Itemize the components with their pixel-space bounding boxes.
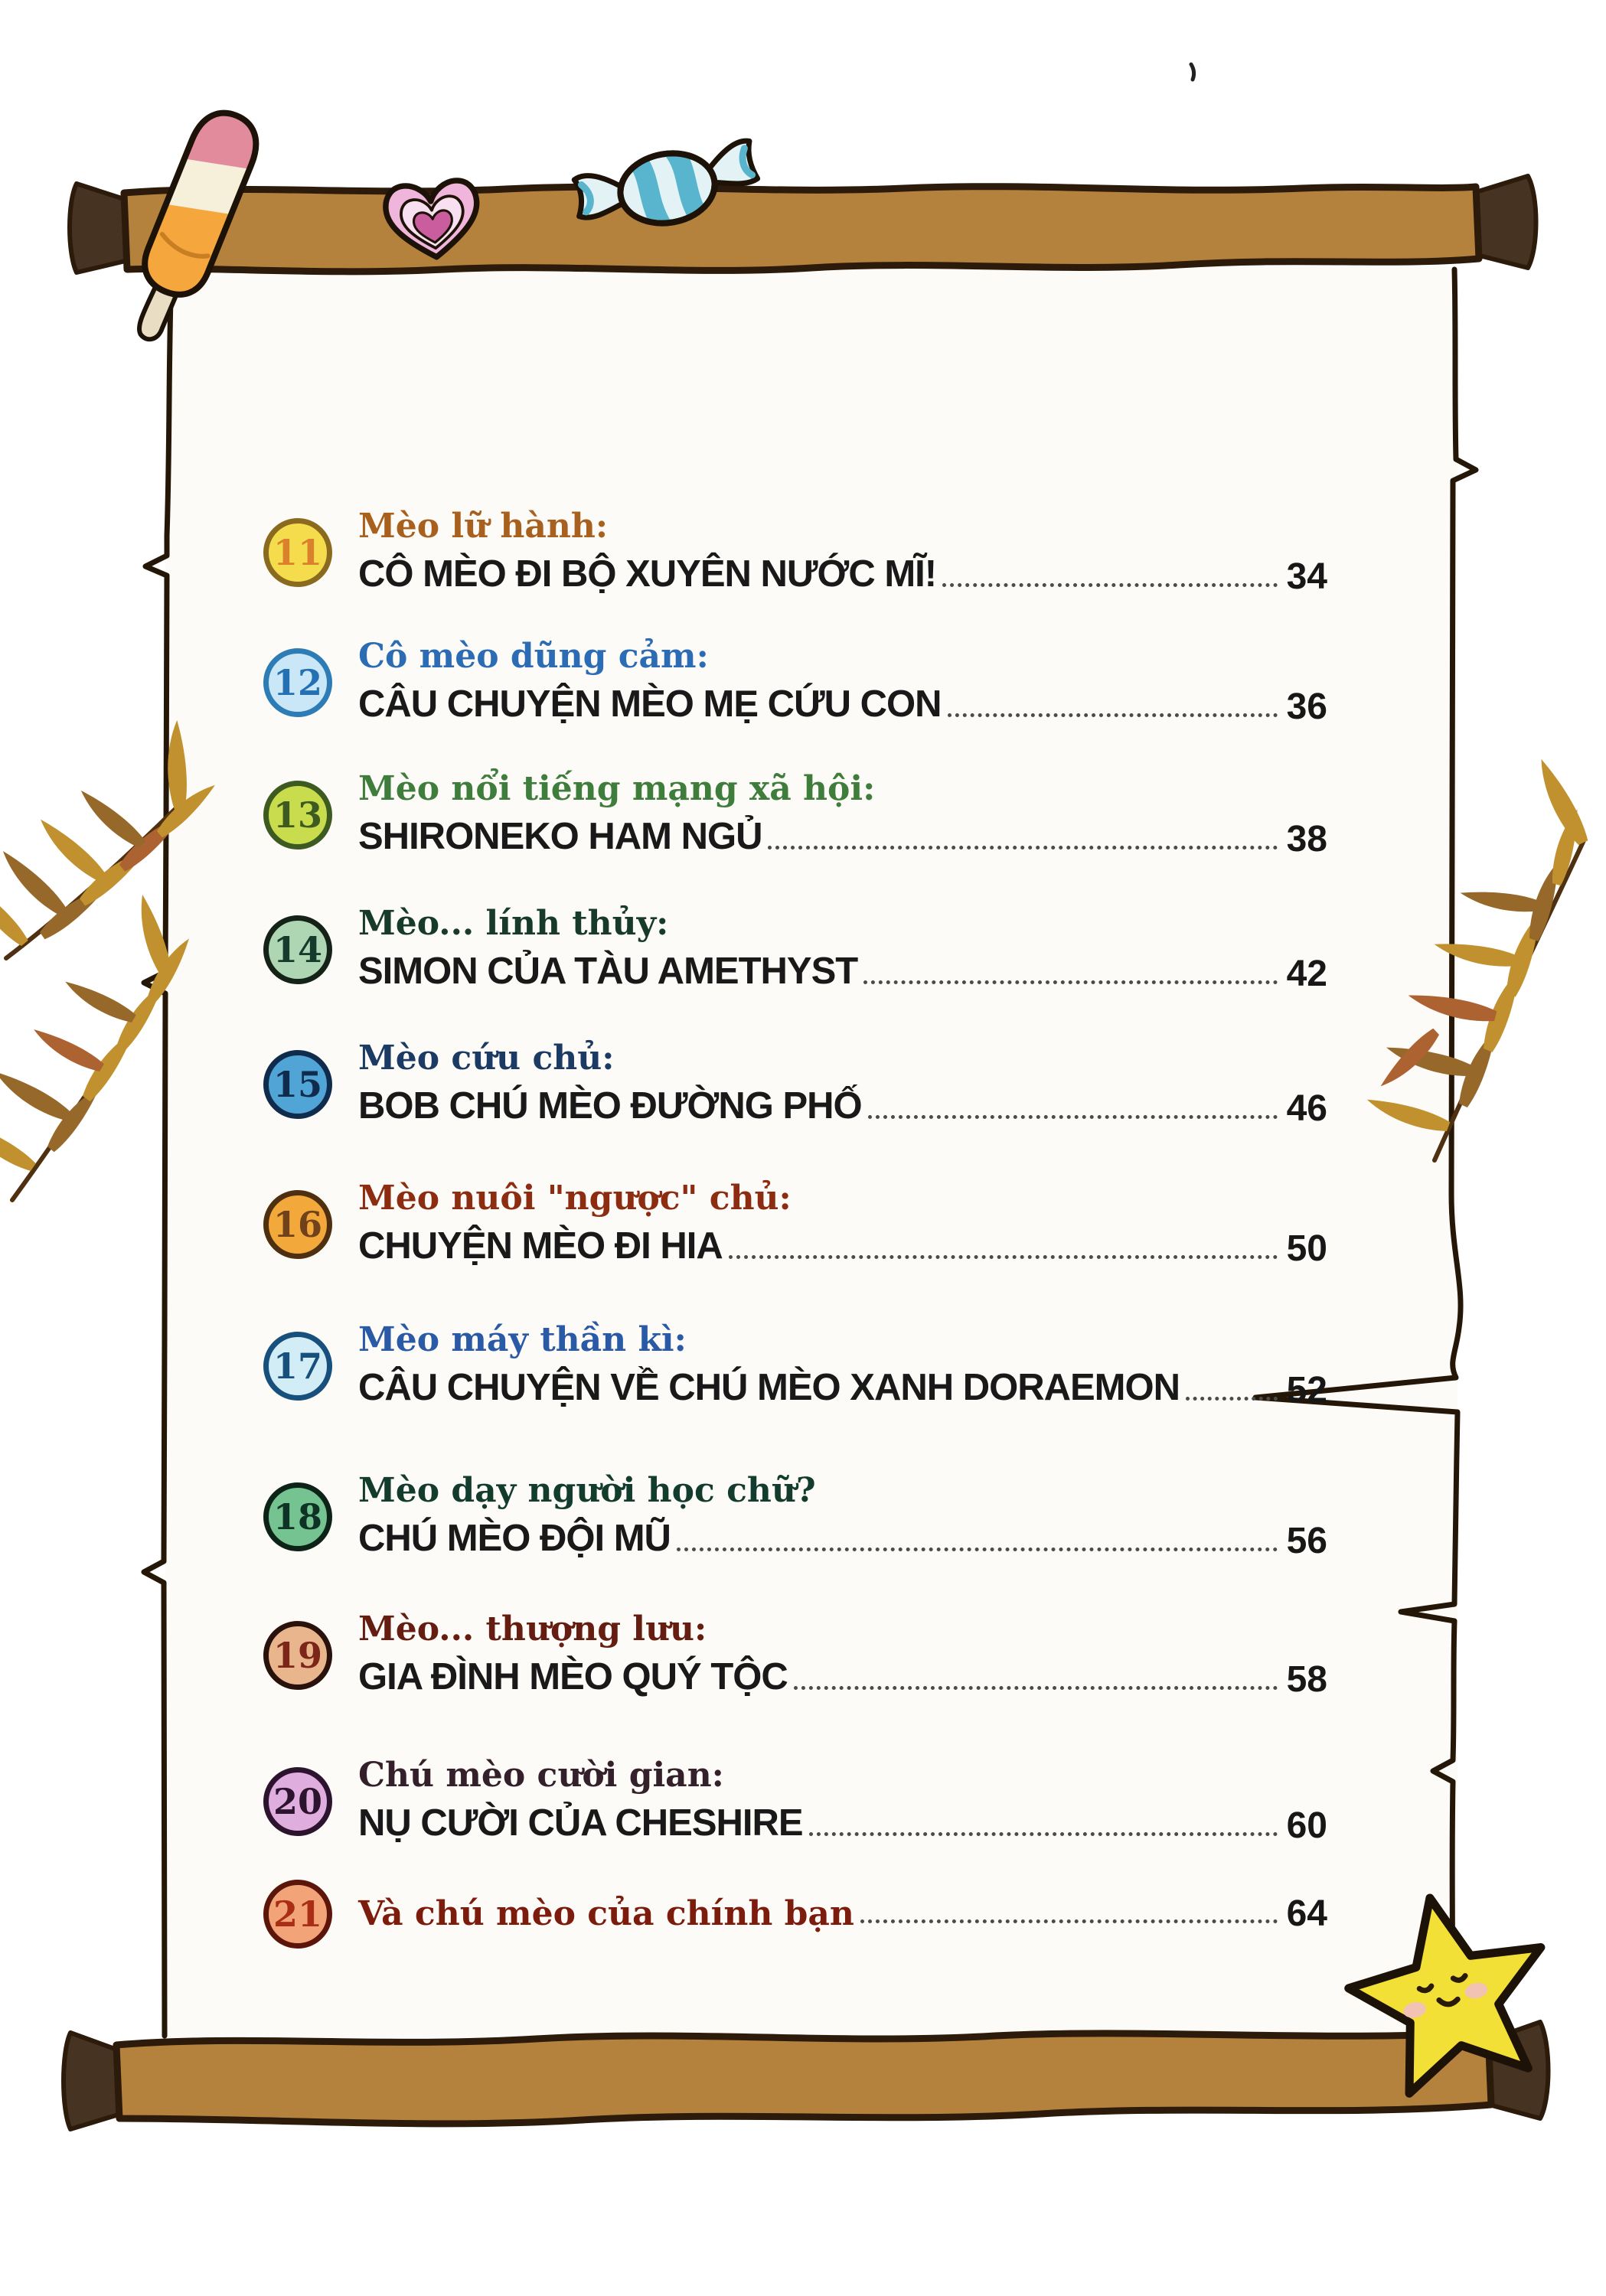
toc-entry-page-number: 64 — [1286, 1893, 1327, 1934]
toc-entry-title: Mèo cứu chủ: — [358, 1039, 615, 1078]
dotted-leader — [1186, 1397, 1278, 1401]
toc-entry-title: Và chú mèo của chính bạn — [358, 1893, 854, 1933]
toc-entry-number-badge — [263, 1190, 332, 1259]
toc-entry-page-number: 34 — [1286, 556, 1327, 598]
toc-entry-page-number: 38 — [1286, 819, 1327, 860]
toc-entry-subtitle: CÂU CHUYỆN MÈO MẸ CỨU CON — [358, 683, 942, 725]
toc-entry-number-badge — [263, 1050, 332, 1119]
toc-entry-number-badge — [263, 1482, 332, 1551]
dotted-leader — [677, 1548, 1278, 1551]
toc-entry-page-number: 56 — [1286, 1521, 1327, 1562]
toc-entry-number: 19 — [273, 1634, 322, 1676]
toc-entry-title: Cô mèo dũng cảm: — [358, 637, 709, 676]
dotted-leader — [794, 1686, 1278, 1690]
toc-entry-subtitle: CÂU CHUYỆN VỀ CHÚ MÈO XANH DORAEMON — [358, 1366, 1180, 1408]
toc-entry-subtitle: BOB CHÚ MÈO ĐƯỜNG PHỐ — [358, 1084, 862, 1127]
toc-entry — [263, 637, 1327, 728]
toc-entry-subtitle: CHÚ MÈO ĐỘI MŨ — [358, 1517, 671, 1559]
dotted-leader — [863, 980, 1277, 984]
toc-entry — [263, 1880, 1327, 1949]
toc-entry-number-badge — [263, 1880, 332, 1949]
dotted-leader — [729, 1255, 1278, 1259]
toc-entry-subtitle: CHUYỆN MÈO ĐI HIA — [358, 1225, 723, 1267]
toc-entry — [263, 904, 1327, 995]
toc-entry-subtitle: GIA ĐÌNH MÈO QUÝ TỘC — [358, 1655, 788, 1698]
toc-entry-title: Mèo nổi tiếng mạng xã hội: — [358, 769, 876, 808]
dotted-leader — [948, 713, 1278, 717]
toc-entry-number: 20 — [273, 1780, 322, 1822]
toc-entry-title: Mèo lữ hành: — [358, 507, 609, 546]
toc-entry-number: 15 — [273, 1063, 322, 1105]
toc-entry-number: 12 — [273, 661, 322, 703]
toc-entry — [263, 1471, 1327, 1562]
toc-entry-title: Mèo nuôi "ngược" chủ: — [358, 1179, 792, 1218]
toc-entry-title: Chú mèo cười gian: — [358, 1756, 724, 1795]
toc-entry — [263, 1609, 1327, 1701]
toc-entry-number: 11 — [273, 531, 322, 573]
toc-entry — [263, 1320, 1327, 1411]
toc-entry-subtitle: NỤ CƯỜI CỦA CHESHIRE — [358, 1802, 803, 1844]
toc-entry-subtitle: SIMON CỦA TÀU AMETHYST — [358, 950, 858, 992]
toc-entry-number: 21 — [273, 1893, 322, 1935]
dotted-leader — [768, 846, 1277, 850]
toc-entry-number: 16 — [273, 1203, 322, 1245]
toc-entry-number-badge — [263, 1767, 332, 1836]
toc-entry — [263, 507, 1327, 598]
toc-entry-number-badge — [263, 518, 332, 587]
toc-entry-title: Mèo máy thần kì: — [358, 1320, 687, 1359]
toc-entry-number-badge — [263, 1332, 332, 1401]
toc-entry-number-badge — [263, 781, 332, 850]
toc-entry-title: Mèo... thượng lưu: — [358, 1609, 707, 1649]
toc-entry — [263, 769, 1327, 860]
toc-entry — [263, 1039, 1327, 1130]
toc-entry-page-number: 58 — [1286, 1659, 1327, 1701]
toc-entry-title: Mèo... lính thủy: — [358, 904, 669, 943]
toc-entry-number: 14 — [273, 928, 322, 970]
toc-entry-number-badge — [263, 915, 332, 984]
toc-entry-subtitle: CÔ MÈO ĐI BỘ XUYÊN NƯỚC MĨ! — [358, 553, 937, 595]
toc-entry — [263, 1179, 1327, 1270]
dotted-leader — [809, 1832, 1278, 1836]
toc-entry-number: 18 — [273, 1495, 322, 1538]
toc-entry-title: Mèo dạy người học chữ? — [358, 1471, 816, 1510]
toc-entry-number-badge — [263, 648, 332, 717]
dotted-leader — [868, 1115, 1278, 1119]
toc-entry-page-number: 52 — [1286, 1370, 1327, 1411]
toc-entry-subtitle: SHIRONEKO HAM NGỦ — [358, 815, 762, 857]
dotted-leader — [860, 1919, 1278, 1923]
toc-entry-page-number: 36 — [1286, 687, 1327, 728]
toc-entry-page-number: 50 — [1286, 1228, 1327, 1270]
toc-entry-number: 13 — [273, 794, 322, 836]
toc-entry-number: 17 — [273, 1345, 322, 1387]
dotted-leader — [942, 583, 1278, 587]
toc-entry-page-number: 60 — [1286, 1805, 1327, 1847]
toc-entry-page-number: 42 — [1286, 954, 1327, 995]
toc-entry-page-number: 46 — [1286, 1088, 1327, 1130]
toc-entry-number-badge — [263, 1621, 332, 1690]
toc-entry — [263, 1756, 1327, 1847]
